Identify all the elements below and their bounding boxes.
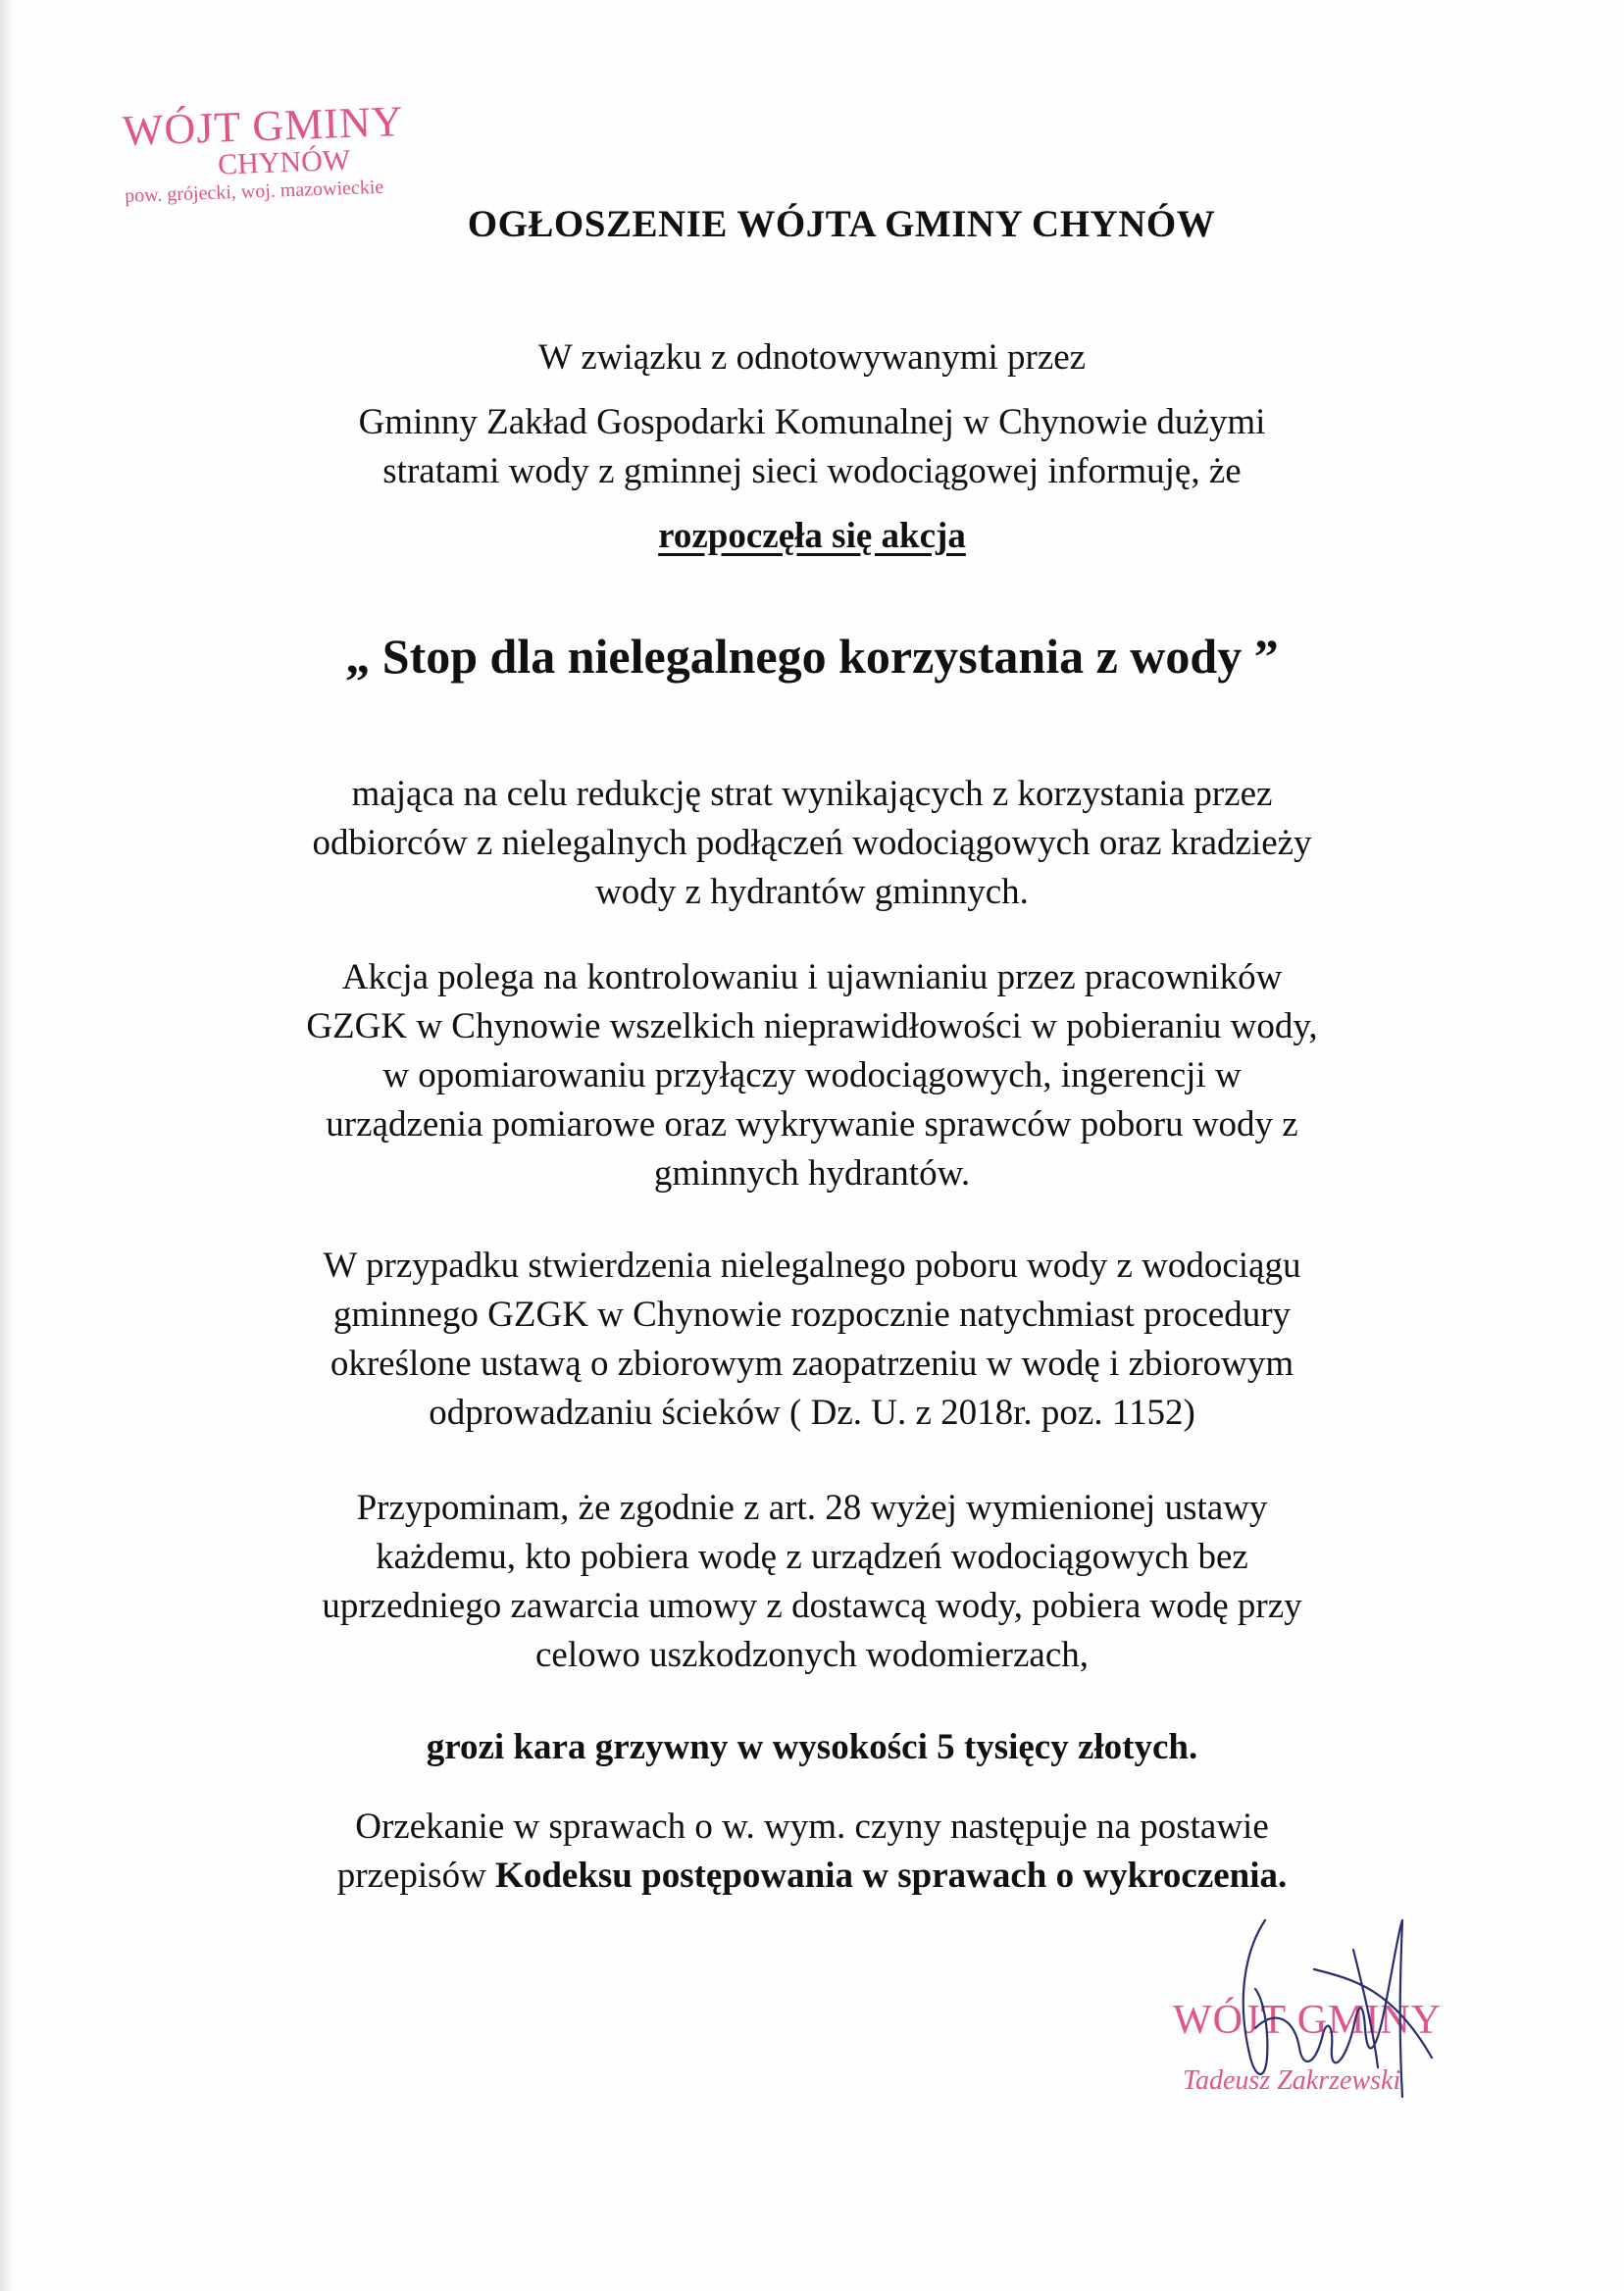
paragraph5-line1: Orzekanie w sprawach o w. wym. czyny następuje na postawie [355,1807,1269,1847]
intro-line1: W związku z odnotowywanymi przez [537,337,1087,378]
paragraph2-line4: urządzenia pomiarowe oraz wykrywanie sprawców poboru wody z [326,1104,1298,1145]
paragraph5-line2-prefix: przepisów [336,1856,496,1896]
campaign-slogan: „ Stop dla nielegalnego korzystania z wody ” [345,629,1279,684]
paragraph4-line3: uprzedniego zawarcia umowy z dostawcą wody, pobiera wodę przy [322,1586,1302,1626]
paragraph-action-description [147,953,1477,1198]
office-stamp-top [122,92,517,208]
stamp-top-line3: pow. grójecki, woj. mazowieckie [124,176,384,207]
intro-paragraph [147,333,1477,496]
document-title: OGŁOSZENIE WÓJTA GMINY CHYNÓW [467,203,1216,245]
paragraph2-line3: w opomiarowaniu przyłączy wodociągowych, ingerencji w [382,1055,1242,1095]
stamp-top-line1: WÓJT GMINY [122,96,405,155]
paragraph1-line3: wody z hydrantów gminnych. [595,872,1029,912]
action-heading: rozpoczęła się akcja [658,516,966,556]
paragraph-purpose [147,770,1477,917]
paragraph1-line2: odbiorców z nielegalnych podłączeń wodociągowych oraz kradzieży [312,823,1312,863]
intro-line2: Gminny Zakład Gospodarki Komunalnej w Chynowie dużymi [358,402,1266,442]
paragraph3-line3: określone ustawą o zbiorowym zaopatrzeniu w wodę i zbiorowym [330,1344,1294,1384]
paragraph2-line1: Akcja polega na kontrolowaniu i ujawnianiu przez pracowników [341,957,1283,997]
stamp-top-line2: CHYNÓW [217,143,351,181]
paragraph-reminder [147,1484,1477,1680]
paragraph-legal-basis [147,1803,1477,1901]
scan-edge-shadow [0,0,14,2291]
paragraph3-line4: odprowadzaniu ścieków ( Dz. U. z 2018r. poz. 1152) [429,1393,1195,1433]
paragraph4-line2: każdemu, kto pobiera wodę z urządzeń wodociągowych bez [376,1537,1248,1577]
paragraph5-line2-bold: Kodeksu postępowania w sprawach o wykroczenia. [495,1856,1288,1896]
signature-stamp-name: Tadeusz Zakrzewski [1183,2065,1401,2096]
paragraph2-line5: gminnych hydrantów. [653,1153,971,1194]
paragraph-procedures [147,1242,1477,1438]
paragraph2-line2: GZGK w Chynowie wszelkich nieprawidłowości w pobieraniu wody, [306,1006,1318,1046]
paragraph3-line2: gminnego GZGK w Chynowie rozpocznie natychmiast procedury [332,1295,1292,1335]
paragraph1-line1: mająca na celu redukcję strat wynikających z korzystania przez [351,774,1273,814]
fine-warning: grozi kara grzywny w wysokości 5 tysięcy złotych. [426,1727,1198,1767]
handwritten-signature [1206,1910,1461,2107]
paragraph3-line1: W przypadku stwierdzenia nielegalnego poboru wody z wodociągu [323,1246,1301,1286]
paragraph5-line2 [147,1852,1477,1901]
paragraph4-line4: celowo uszkodzonych wodomierzach, [534,1635,1090,1675]
signature-stamp-role: WÓJT GMINY [1173,1998,1443,2043]
intro-line3: stratami wody z gminnej sieci wodociągowej informuję, że [382,451,1242,491]
paragraph4-line1: Przypominam, że zgodnie z art. 28 wyżej wymienionej ustawy [356,1488,1268,1528]
